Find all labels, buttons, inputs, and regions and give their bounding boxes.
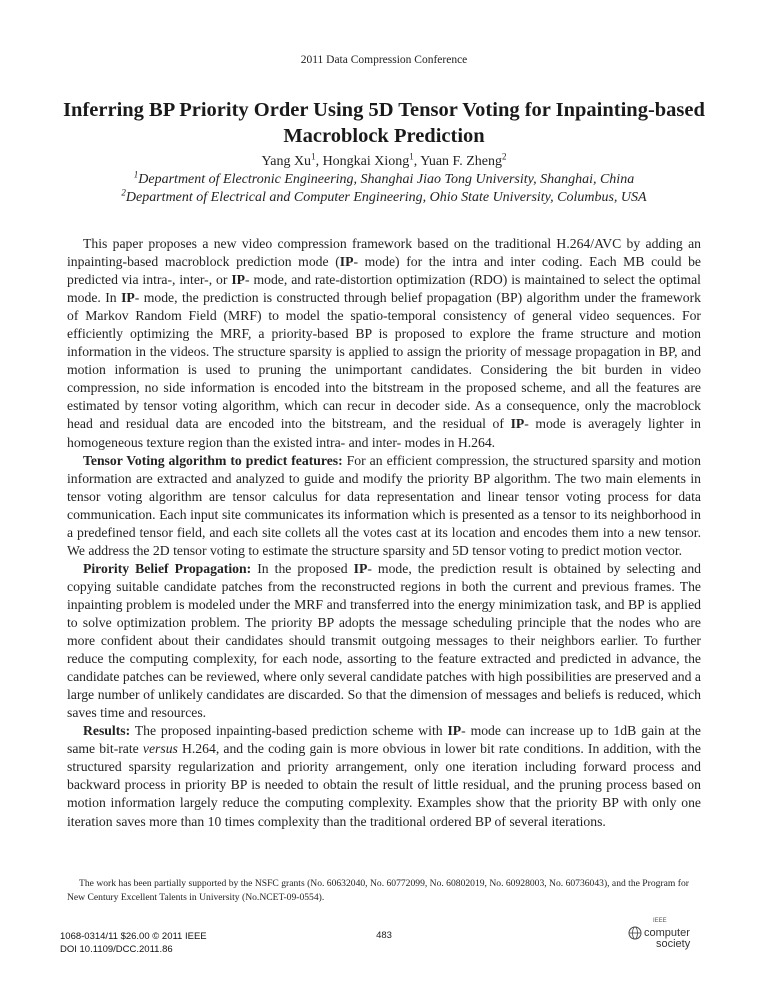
doi-line: DOI 10.1109/DCC.2011.86 xyxy=(60,944,173,955)
text-run: - mode) for the intra and inter coding. Each MB could be predicted via intra-, inter-, or xyxy=(67,254,702,288)
issn-price-line: 1068-0314/11 $26.00 © 2011 IEEE xyxy=(60,931,207,942)
author-name: Hongkai Xiong xyxy=(322,154,410,169)
text-run: This paper proposes a new video compression framework based on the traditional H.264/AVC by adding an inpainting-based macroblock prediction mode ( xyxy=(67,236,701,270)
author-affiliation-marker: 1 xyxy=(409,151,414,162)
affiliation-2 xyxy=(0,187,768,206)
logo-society-text: society xyxy=(656,938,691,950)
paragraph-results xyxy=(67,722,701,830)
affiliation-text: Department of Electronic Engineering, Shanghai Jiao Tong University, Shanghai, China xyxy=(138,172,635,187)
paragraph-tensor-voting xyxy=(67,452,701,560)
text-run: - mode, and rate-distortion optimization (RDO) is maintained to select the optimal mode. In xyxy=(67,272,701,306)
text-run: The proposed inpainting-based prediction scheme with xyxy=(130,723,448,739)
text-run: - mode is averagely lighter in homogeneous texture region than the existed intra- and inter- modes in H.264. xyxy=(67,416,701,450)
text-run: In the proposed xyxy=(251,560,354,576)
funding-footnote: The work has been partially supported by the NSFC grants (No. 60632040, No. 60772099, No. 60802019, No. 60928003, No. 60736043), and the Program for New Century Excellent Talents in University (No.NCET-09-0554). xyxy=(67,878,689,903)
author-name: Yuan F. Zheng xyxy=(420,154,502,169)
text-run: For an efficient compression, the structured sparsity and motion information are extracted and analyzed to guide and modify the priority BP algorithm. The two main elements in tensor voting algorithm are tensor calculus for data representation and linear tensor voting process for data communication. Each input site communicates its information which is presented as a tensor to its neighborhood in a predefined tensor field, and each site collets all the votes cast at its location and encodes them into a new tensor. We address the 2D tensor voting to estimate the structure sparsity and 5D tensor voting to predict motion vector. xyxy=(67,452,701,558)
text-run: - mode, the prediction result is obtained by selecting and copying suitable candidate patches from the reconstructed regions in both the current and previous frames. The inpainting problem is modeled under the MRF and transferred into the energy minimization task, and BP is applied to solve optimization problem. The priority BP adopts the message scheduling principle that the nodes who are more confident about their candidates should transmit outgoing messages to their neighbors earlier. To further reduce the computing complexity, for each node, assorting to the feature extracted and predicted in advance, the candidate patches can be reviewed, where only several candidate patches with high possibilities are preserved and a large number of unlikely candidates are discarded. So that the dimension of messages and beliefs is reduced, which saves time and resources. xyxy=(67,560,702,721)
ieee-computer-society-logo xyxy=(626,914,706,954)
affiliation-marker: 2 xyxy=(121,187,126,198)
mode-term: IP xyxy=(510,416,525,432)
text-run: - mode, the prediction is constructed through belief propagation (BP) algorithm under the framework of Markov Random Field (MRF) to model the spatio-temporal consistency of general video sequences. For efficiently optimizing the MRF, a priority-based BP is proposed to explore the frame structure and motion information in the videos. The structure sparsity is applied to assign the priority of message propagation in BP, and motion information is used to pruning the unimportant candidates. Considering the bit burden in video compression, no side information is encoded into the bitstream in the proposed scheme, and all the features are estimated by tensor voting algorithm, which can recur in decoder side. As a consequence, only the macroblock head and residual data are encoded into the bitstream, and the residual of xyxy=(67,290,702,432)
text-run: H.264, and the coding gain is more obvious in lower bit rate conditions. In addition, with the structured sparsity regularization and priority arrangement, only one iteration including forward process and backward process in priority BP is needed to obtain the result of little residual, and the pruning process based on motion information largely reduce the computing complexity. Examples show that the priority BP with only one iteration saves more than 10 times complexity than the traditional ordered BP of several iterations. xyxy=(67,741,701,829)
globe-icon xyxy=(629,927,641,939)
author-list: Yang Xu$^1$, Hongkai Xiong$^1$, Yuan F. Zheng$^2$ xyxy=(261,151,507,169)
mode-term: IP xyxy=(447,723,462,739)
mode-term: IP xyxy=(339,254,354,270)
paragraph-priority-bp xyxy=(67,560,701,722)
paper-title: Inferring BP Priority Order Using 5D Tensor Voting for Inpainting-based Macroblock Prediction xyxy=(63,99,705,147)
mode-term: IP xyxy=(353,560,368,576)
author-affiliation-marker: 2 xyxy=(501,151,507,162)
affiliation-text: Department of Electrical and Computer Engineering, Ohio State University, Columbus, USA xyxy=(125,190,647,205)
author-name: Yang Xu xyxy=(261,154,312,169)
paragraph-heading: Pirority Belief Propagation: xyxy=(83,560,252,576)
page-number: 483 xyxy=(376,930,392,941)
paragraph-heading: Results: xyxy=(83,723,131,739)
emphasis-term: versus xyxy=(142,741,178,757)
paragraph-heading: Tensor Voting algorithm to predict features: xyxy=(83,452,343,468)
mode-term: IP xyxy=(231,272,246,288)
paragraph-intro xyxy=(67,235,701,452)
affiliation-1 xyxy=(0,169,768,188)
author-affiliation-marker: 1 xyxy=(311,151,316,162)
conference-header: 2011 Data Compression Conference xyxy=(300,54,468,66)
logo-ieee-text: IEEE xyxy=(653,918,667,924)
mode-term: IP xyxy=(121,290,135,306)
abstract-body xyxy=(67,235,701,831)
affiliation-marker: 1 xyxy=(133,169,139,180)
text-run: - mode can increase up to 1dB gain at the same bit-rate xyxy=(67,723,701,757)
logo-computer-text: computer xyxy=(644,927,690,939)
